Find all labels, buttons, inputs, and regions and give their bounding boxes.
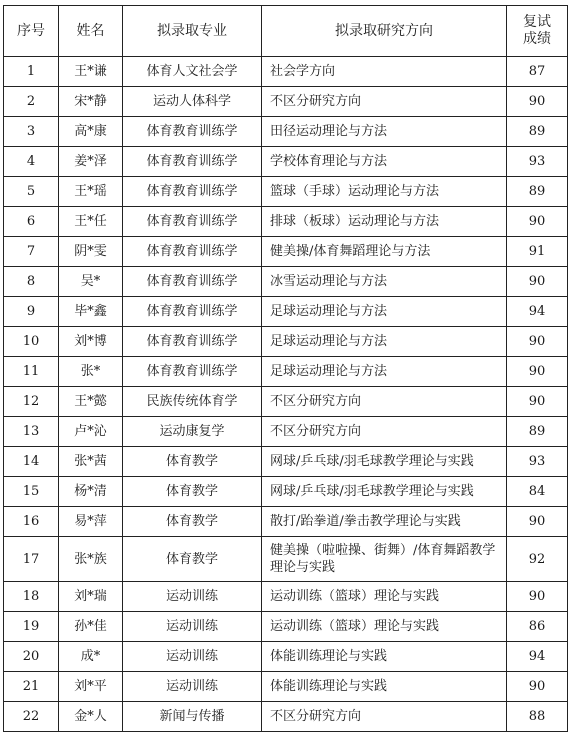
cell-index: 22 (4, 702, 59, 732)
table-row (4, 267, 568, 297)
cell-index: 3 (4, 117, 59, 147)
cell-index: 18 (4, 582, 59, 612)
cell-score: 93 (507, 147, 568, 177)
cell-index: 2 (4, 87, 59, 117)
table-row (4, 207, 568, 237)
cell-score: 94 (507, 297, 568, 327)
table-row (4, 417, 568, 447)
cell-index: 14 (4, 447, 59, 477)
cell-major: 体育教学 (123, 477, 262, 507)
header-score-line2: 成绩 (523, 31, 551, 47)
cell-score: 90 (507, 387, 568, 417)
cell-name: 杨*清 (59, 477, 123, 507)
cell-major: 体育教育训练学 (123, 297, 262, 327)
table-row (4, 357, 568, 387)
cell-score: 91 (507, 237, 568, 267)
cell-name: 卢*沁 (59, 417, 123, 447)
admission-table (3, 5, 568, 732)
table-row (4, 672, 568, 702)
cell-major: 体育教育训练学 (123, 327, 262, 357)
cell-direction: 运动训练（篮球）理论与实践 (262, 612, 507, 642)
cell-direction: 不区分研究方向 (262, 702, 507, 732)
cell-name: 刘*瑞 (59, 582, 123, 612)
cell-index: 1 (4, 57, 59, 87)
cell-major: 运动训练 (123, 642, 262, 672)
cell-index: 19 (4, 612, 59, 642)
cell-index: 4 (4, 147, 59, 177)
cell-score: 90 (507, 582, 568, 612)
cell-major: 体育教育训练学 (123, 117, 262, 147)
cell-direction: 排球（板球）运动理论与方法 (262, 207, 507, 237)
cell-score: 89 (507, 117, 568, 147)
cell-direction: 田径运动理论与方法 (262, 117, 507, 147)
cell-name: 易*萍 (59, 507, 123, 537)
cell-score: 90 (507, 207, 568, 237)
cell-major: 体育教育训练学 (123, 267, 262, 297)
cell-index: 11 (4, 357, 59, 387)
cell-major: 新闻与传播 (123, 702, 262, 732)
cell-major: 体育教育训练学 (123, 237, 262, 267)
cell-index: 21 (4, 672, 59, 702)
cell-name: 高*康 (59, 117, 123, 147)
cell-direction: 体能训练理论与实践 (262, 672, 507, 702)
cell-index: 20 (4, 642, 59, 672)
cell-major: 体育教育训练学 (123, 357, 262, 387)
table-row (4, 702, 568, 732)
header-row (4, 6, 568, 57)
cell-index: 17 (4, 537, 59, 582)
cell-name: 金*人 (59, 702, 123, 732)
cell-score: 89 (507, 417, 568, 447)
cell-name: 刘*平 (59, 672, 123, 702)
cell-name: 孙*佳 (59, 612, 123, 642)
cell-direction: 网球/乒乓球/羽毛球教学理论与实践 (262, 447, 507, 477)
cell-index: 15 (4, 477, 59, 507)
cell-score: 90 (507, 267, 568, 297)
cell-major: 运动训练 (123, 672, 262, 702)
table-row (4, 237, 568, 267)
cell-score: 86 (507, 612, 568, 642)
table-row (4, 387, 568, 417)
cell-score: 90 (507, 672, 568, 702)
table-row (4, 297, 568, 327)
cell-major: 体育教育训练学 (123, 207, 262, 237)
header-score-line1: 复试 (523, 14, 551, 30)
cell-major: 体育教育训练学 (123, 177, 262, 207)
cell-index: 5 (4, 177, 59, 207)
table-row (4, 147, 568, 177)
cell-direction: 运动训练（篮球）理论与实践 (262, 582, 507, 612)
table-body (4, 57, 568, 732)
cell-major: 体育教学 (123, 507, 262, 537)
table-row (4, 117, 568, 147)
cell-score: 93 (507, 447, 568, 477)
cell-direction: 散打/跆拳道/拳击教学理论与实践 (262, 507, 507, 537)
cell-name: 王*懿 (59, 387, 123, 417)
cell-index: 6 (4, 207, 59, 237)
table-row (4, 477, 568, 507)
cell-major: 体育人文社会学 (123, 57, 262, 87)
cell-score: 90 (507, 507, 568, 537)
cell-score: 92 (507, 537, 568, 582)
table-row (4, 177, 568, 207)
cell-score: 84 (507, 477, 568, 507)
cell-index: 7 (4, 237, 59, 267)
cell-score: 89 (507, 177, 568, 207)
cell-score: 90 (507, 357, 568, 387)
cell-name: 宋*静 (59, 87, 123, 117)
header-index: 序号 (4, 6, 59, 57)
cell-name: 刘*博 (59, 327, 123, 357)
cell-name: 张*茜 (59, 447, 123, 477)
cell-direction: 社会学方向 (262, 57, 507, 87)
cell-score: 90 (507, 327, 568, 357)
cell-index: 12 (4, 387, 59, 417)
header-major: 拟录取专业 (123, 6, 262, 57)
cell-name: 姜*泽 (59, 147, 123, 177)
cell-name: 吴* (59, 267, 123, 297)
cell-direction: 体能训练理论与实践 (262, 642, 507, 672)
cell-major: 运动训练 (123, 612, 262, 642)
cell-score: 87 (507, 57, 568, 87)
table-row (4, 507, 568, 537)
cell-name: 阴*雯 (59, 237, 123, 267)
cell-name: 王*谦 (59, 57, 123, 87)
table-row (4, 87, 568, 117)
cell-major: 民族传统体育学 (123, 387, 262, 417)
cell-score: 90 (507, 87, 568, 117)
cell-direction: 不区分研究方向 (262, 417, 507, 447)
cell-major: 体育教学 (123, 537, 262, 582)
table-row (4, 582, 568, 612)
cell-major: 运动人体科学 (123, 87, 262, 117)
cell-direction: 篮球（手球）运动理论与方法 (262, 177, 507, 207)
cell-index: 10 (4, 327, 59, 357)
cell-name: 成* (59, 642, 123, 672)
cell-name: 毕*鑫 (59, 297, 123, 327)
cell-direction: 足球运动理论与方法 (262, 297, 507, 327)
cell-direction: 冰雪运动理论与方法 (262, 267, 507, 297)
cell-major: 运动训练 (123, 582, 262, 612)
cell-direction: 健美操/体育舞蹈理论与方法 (262, 237, 507, 267)
cell-index: 16 (4, 507, 59, 537)
cell-major: 运动康复学 (123, 417, 262, 447)
table-row (4, 57, 568, 87)
cell-score: 94 (507, 642, 568, 672)
header-name: 姓名 (59, 6, 123, 57)
table-row (4, 612, 568, 642)
cell-direction: 足球运动理论与方法 (262, 327, 507, 357)
cell-direction: 健美操（啦啦操、街舞）/体育舞蹈教学理论与实践 (262, 537, 507, 582)
cell-major: 体育教育训练学 (123, 147, 262, 177)
cell-direction: 不区分研究方向 (262, 87, 507, 117)
cell-index: 9 (4, 297, 59, 327)
cell-index: 13 (4, 417, 59, 447)
header-direction: 拟录取研究方向 (262, 6, 507, 57)
cell-score: 88 (507, 702, 568, 732)
header-score (507, 6, 568, 57)
cell-name: 王*任 (59, 207, 123, 237)
cell-name: 王*瑶 (59, 177, 123, 207)
table-header (4, 6, 568, 57)
table-row (4, 327, 568, 357)
cell-direction: 网球/乒乓球/羽毛球教学理论与实践 (262, 477, 507, 507)
cell-index: 8 (4, 267, 59, 297)
cell-direction: 足球运动理论与方法 (262, 357, 507, 387)
cell-major: 体育教学 (123, 447, 262, 477)
table-row (4, 642, 568, 672)
table-row (4, 447, 568, 477)
cell-direction: 学校体育理论与方法 (262, 147, 507, 177)
table-row (4, 537, 568, 582)
cell-name: 张*族 (59, 537, 123, 582)
cell-direction: 不区分研究方向 (262, 387, 507, 417)
cell-name: 张* (59, 357, 123, 387)
